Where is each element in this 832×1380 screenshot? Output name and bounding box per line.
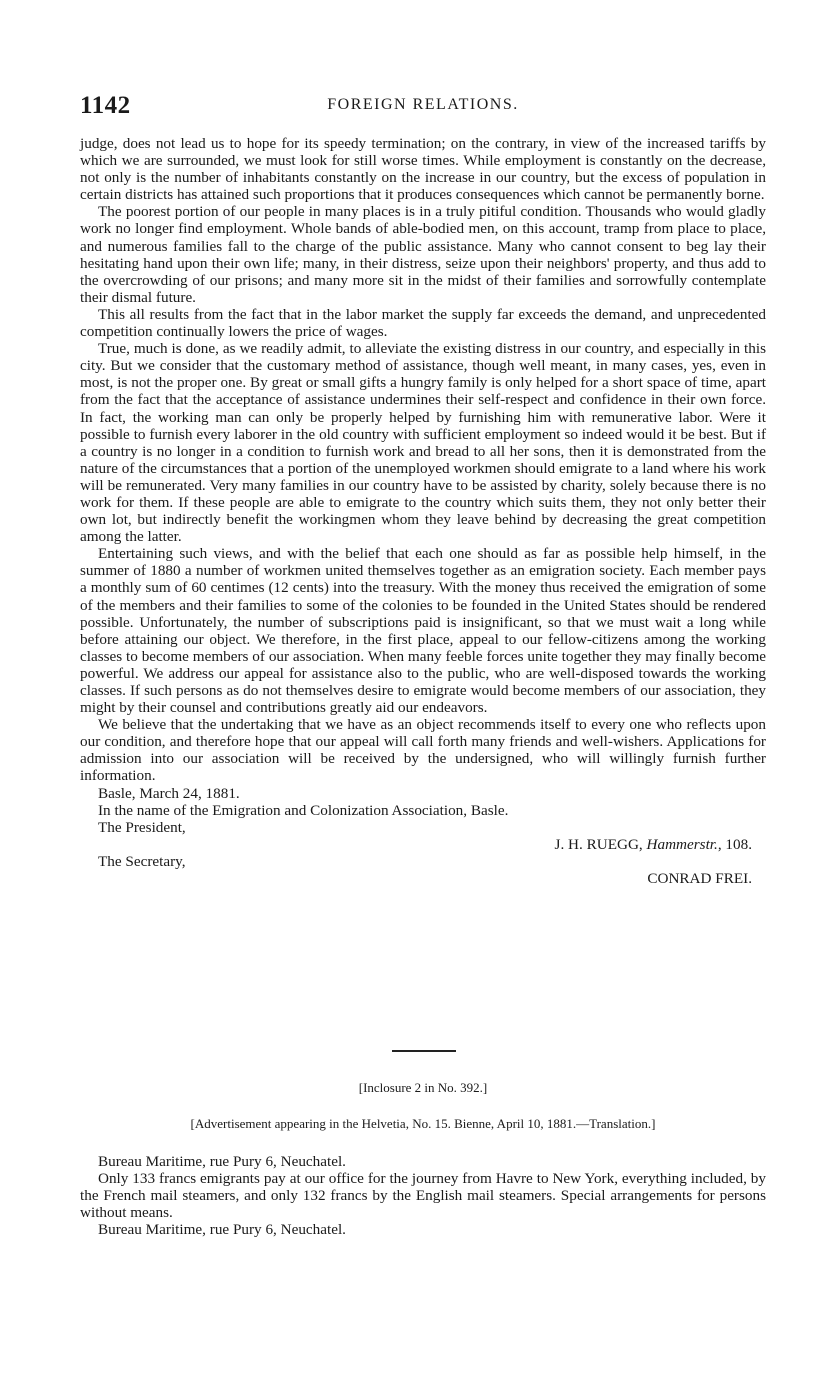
president-signature (555, 836, 752, 853)
running-head: FOREIGN RELATIONS. (327, 96, 519, 113)
section-divider (392, 1050, 456, 1052)
president-address-suffix: , 108. (717, 835, 752, 853)
advertisement-subheading: [Advertisement appearing in the Helvetia, No. 15. Bienne, April 10, 1881.—Translation.] (190, 1116, 656, 1131)
date-line: Basle, March 24, 1881. (98, 784, 240, 802)
advert-paragraph: Only 133 francs emigrants pay at our office for the journey from Havre to New York, everything included, by the French mail steamers, and only 132 francs by the English mail steamers. Special arrangements for persons without means. (80, 1170, 766, 1222)
president-address: Hammerstr. (646, 835, 718, 853)
advert-address-line: Bureau Maritime, rue Pury 6, Neuchatel. (98, 1221, 346, 1239)
page-number: 1142 (80, 92, 131, 119)
paragraph: True, much is done, as we readily admit, to alleviate the existing distress in our country, and especially in this city. But we consider that the customary method of assistance, though well meant, in many cases, yes, even in most, is not the proper one. By great or small gifts a hungry family is only helped for a short space of time, apart from the fact that the acceptance of assistance undermines their self-respect and confidence in their own force. In fact, the working man can only be properly helped by furnishing him with remunerative labor. Were it possible to furnish every laborer in the old country with sufficient employment so indeed would it be best. But if a country is no longer in a condition to furnish work and bread to all her sons, then it is demonstrated from the nature of the circumstances that a portion of the unemployed workmen should emigrate to a land where his work will be remunerated. Very many families in our country have to be assisted by charity, solely because there is no work for them. If these people are able to emigrate to the country which suits them, they not only better their own lot, but indirectly benefit the workingmen whom they leave behind by decreasing the great competition among the latter. (80, 340, 766, 546)
president-row (80, 819, 766, 836)
president-name: J. H. RUEGG, (554, 835, 643, 853)
president-label: The President, (98, 818, 186, 836)
president-signature-row (80, 836, 766, 853)
advert-address-line: Bureau Maritime, rue Pury 6, Neuchatel. (98, 1153, 346, 1170)
inclosure-heading: [Inclosure 2 in No. 392.] (358, 1080, 488, 1095)
association-name-line: In the name of the Emigration and Colonization Association, Basle. (98, 801, 509, 819)
secretary-name: CONRAD FREI. (647, 870, 752, 888)
paragraph: This all results from the fact that in the labor market the supply far exceeds the demand, and unprecedented competition continually lowers the price of wages. (80, 305, 766, 341)
advertisement-body (80, 1153, 766, 1238)
secretary-row (80, 853, 766, 870)
letter-body (80, 135, 766, 887)
paragraph: We believe that the undertaking that we have as an object recommends itself to every one who reflects upon our condition, and therefore hope that our appeal will call forth many friends and well-wishers. Applications for admission into our association will be received by the undersigned, who will willingly furnish further information. (80, 716, 766, 785)
paragraph: Entertaining such views, and with the belief that each one should as far as possible help himself, in the summer of 1880 a number of workmen united themselves together as an emigration society. Each member pays a monthly sum of 60 centimes (12 cents) into the treasury. With the money thus received the emigration of some of the members and their families to some of the colonies to be founded in the United States should be rendered possible. Unfortunately, the number of subscriptions paid is insignificant, so that we must wait a long while before attaining our object. We therefore, in the first place, appeal to our fellow-citizens among the working classes to become members of our association. When many feeble forces unite together they may finally become powerful. We address our appeal for assistance also to the public, who are well-disposed towards the working classes. If such persons as do not themselves desire to emigrate would become members of our association, they might by their counsel and contributions greatly aid our endeavors. (80, 545, 766, 717)
paragraph-continuation: judge, does not lead us to hope for its speedy termination; on the contrary, in view of the increased tariffs by which we are surrounded, we must look for still worse times. While employment is constantly on the decrease, not only is the number of inhabitants constantly on the increase in our country, but the excess of population in certain districts has attained such proportions that it produces consequences which cannot be permanently borne. (80, 135, 766, 204)
page-header (80, 92, 766, 122)
secretary-label: The Secretary, (98, 852, 186, 870)
secretary-signature-row (80, 870, 766, 887)
paragraph: The poorest portion of our people in many places is in a truly pitiful condition. Thousands who would gladly work no longer find employment. Whole bands of able-bodied men, on this account, tramp from place to place, and numerous families fall to the charge of the public assistance. Many who cannot consent to beg lay their hesitating hand upon their own life; many, in their distress, seize upon their neighbors' property, and thus add to the overcrowding of our prisons; and many more sit in the midst of their families and sorrowfully contemplate their dismal future. (80, 203, 766, 306)
